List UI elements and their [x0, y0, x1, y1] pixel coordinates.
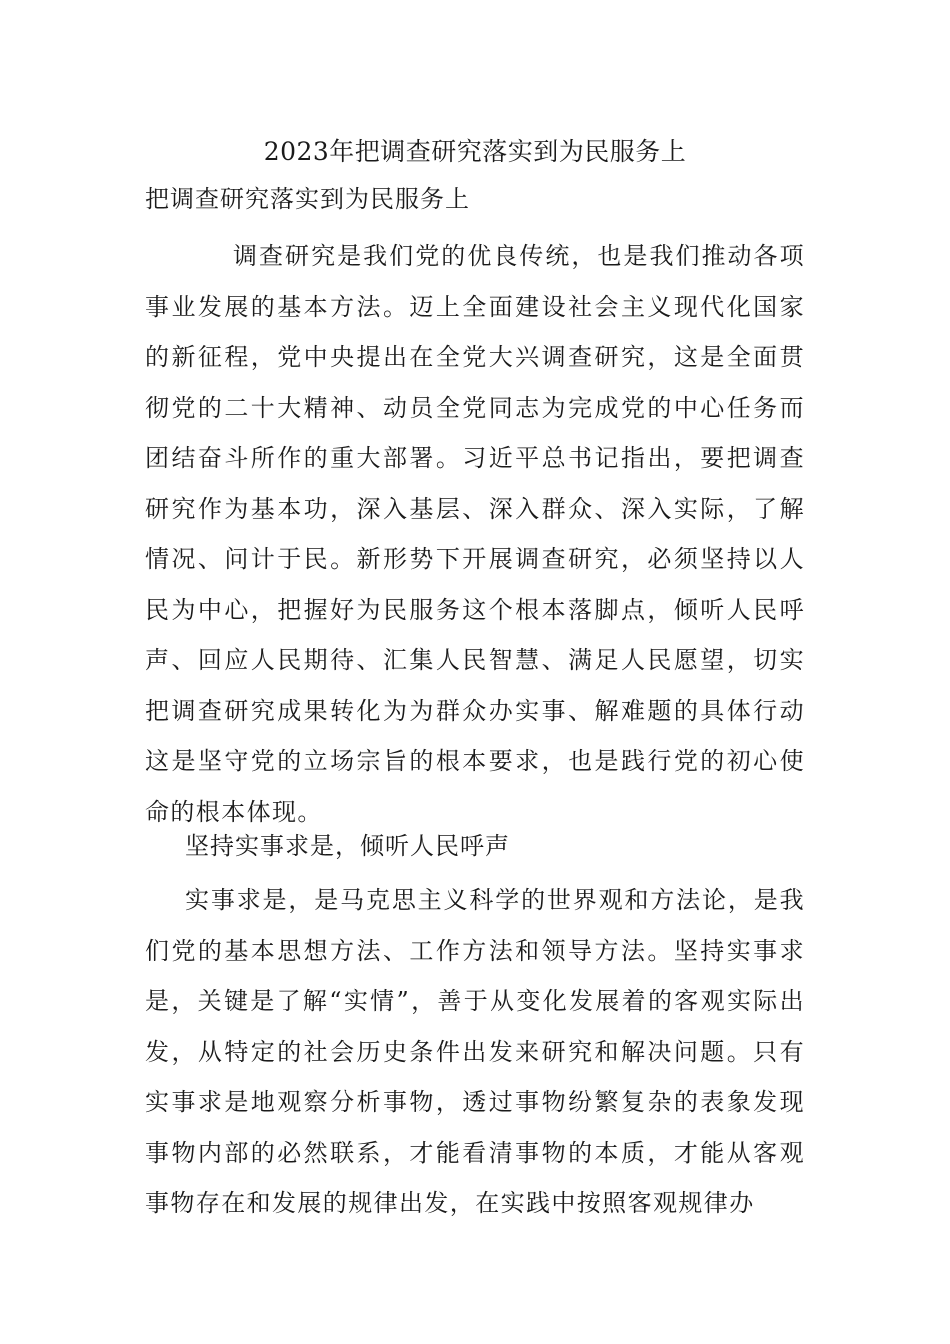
document-title: 2023年把调查研究落实到为民服务上 — [263, 137, 687, 166]
section-heading: 坚持实事求是，倾听人民呼声 — [185, 832, 510, 860]
body-paragraph-1: 调查研究是我们党的优良传统，也是我们推动各项事业发展的基本方法。迈上全面建设社会主义现代化国家的新征程，党中央提出在全党大兴调查研究，这是全面贯彻党的二十大精神、动员全党同志为完成党的中心任务而团结奋斗所作的重大部署。习近平总书记指出，要把调查研究作为基本功，深入基层、深入群众、深入实际，了解情况、问计于民。新形势下开展调查研究，必须坚持以人民为中心，把握好为民服务这个根本落脚点，倾听人民呼声、回应人民期待、汇集人民智慧、满足人民愿望，切实把调查研究成果转化为为群众办实事、解难题的具体行动这是坚守党的立场宗旨的根本要求，也是践行党的初心使命的根本体现。 — [145, 242, 805, 826]
body-paragraph-2: 实事求是，是马克思主义科学的世界观和方法论，是我们党的基本思想方法、工作方法和领导方法。坚持实事求是，关键是了解“实情”，善于从变化发展着的客观实际出发，从特定的社会历史条件出发来研究和解决问题。只有实事求是地观察分析事物，透过事物纷繁复杂的表象发现事物内部的必然联系，才能看清事物的本质，才能从客观事物存在和发展的规律出发，在实践中按照客观规律办 — [145, 886, 805, 1217]
document-subtitle: 把调查研究落实到为民服务上 — [145, 185, 470, 213]
